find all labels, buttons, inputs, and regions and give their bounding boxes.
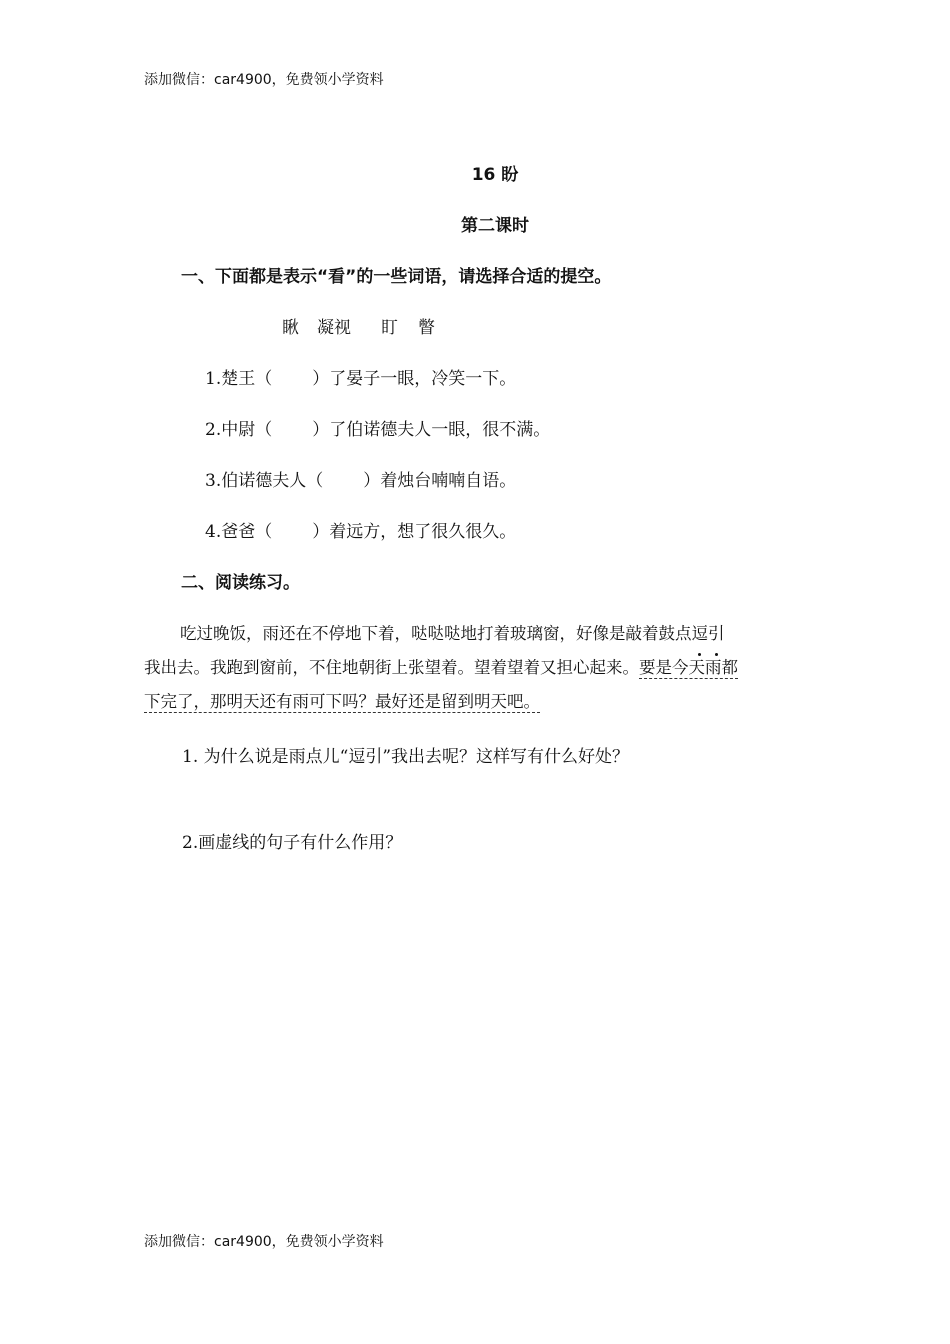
item-text-before: 中尉（ <box>221 420 273 440</box>
fill-blank-item <box>205 466 516 491</box>
item-text-after: ）着远方，想了很久很久。 <box>312 522 517 542</box>
emphasis-dot-char: 逗 <box>692 617 709 651</box>
header-note: 添加微信：car4900，免费领小学资料 <box>144 72 384 88</box>
emphasis-dot-char: 引 <box>708 617 725 651</box>
footer-note: 添加微信：car4900，免费领小学资料 <box>144 1234 384 1250</box>
word-bank-item: 瞅 <box>282 318 299 338</box>
passage-line <box>144 617 812 651</box>
word-bank-item: 盯 <box>381 318 398 338</box>
item-number: 4. <box>205 522 222 542</box>
question-2: 2.画虚线的句子有什么作用？ <box>182 833 403 853</box>
item-text-after: ）着烛台喃喃自语。 <box>363 471 517 491</box>
item-number: 2. <box>205 420 222 440</box>
word-bank-item: 凝视 <box>317 318 351 338</box>
page-subtitle: 第二课时 <box>461 216 529 236</box>
item-text-before: 伯诺德夫人（ <box>221 471 324 491</box>
passage-line <box>144 685 812 719</box>
page-title: 16 盼 <box>471 165 519 185</box>
word-bank <box>282 313 435 338</box>
dashed-underlined-sentence: 要是今天雨都 <box>639 658 738 677</box>
item-text-after: ）了晏子一眼，冷笑一下。 <box>312 369 517 389</box>
item-text-before: 楚王（ <box>221 369 273 389</box>
word-bank-item: 瞥 <box>418 318 435 338</box>
item-number: 1. <box>205 369 222 389</box>
fill-blank-item <box>205 364 516 389</box>
passage-line <box>144 651 812 685</box>
fill-blank-item <box>205 517 516 542</box>
passage-text: 吃过晚饭，雨还在不停地下着，哒哒哒地打着玻璃窗，好像是敲着鼓点 <box>180 624 692 643</box>
section-1-heading: 一、下面都是表示“看”的一些词语，请选择合适的提空。 <box>181 267 612 287</box>
fill-blank-item <box>205 415 550 440</box>
reading-passage <box>144 617 812 719</box>
item-text-before: 爸爸（ <box>221 522 273 542</box>
item-text-after: ）了伯诺德夫人一眼，很不满。 <box>312 420 551 440</box>
item-number: 3. <box>205 471 222 491</box>
dashed-underlined-sentence: 下完了，那明天还有雨可下吗？最好还是留到明天吧。 <box>144 692 540 711</box>
question-1: 1. 为什么说是雨点儿“逗引”我出去呢？这样写有什么好处？ <box>182 747 630 767</box>
section-2-heading: 二、阅读练习。 <box>181 573 300 593</box>
passage-text: 我出去。我跑到窗前，不住地朝街上张望着。望着望着又担心起来。 <box>144 658 639 677</box>
